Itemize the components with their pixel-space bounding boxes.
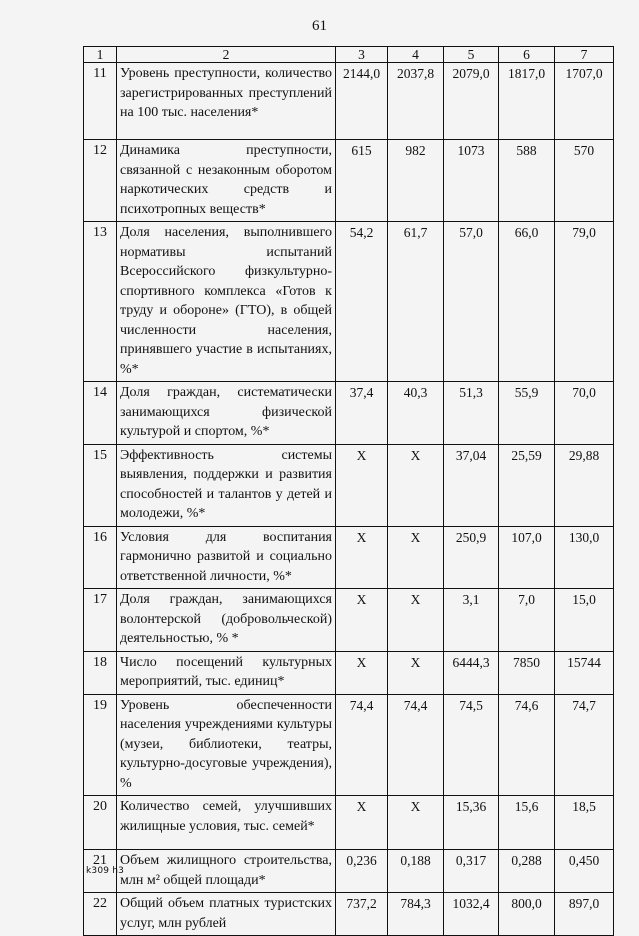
indicator-name-cell: Доля населения, выполнившего нормативы испытаний Всероссийского физкультурно-спортивного комплекса «Готов к труду и обороне» (ГТО), в общей численности населения, принявшего участие в испытаниях, %* (117, 222, 336, 382)
indicator-name-cell: Условия для воспитания гармонично развитой и социально ответственной личности, %* (117, 526, 336, 589)
row-number-cell: 11 (84, 63, 117, 140)
indicator-name-cell: Общий объем платных туристских услуг, млн рублей (117, 893, 336, 936)
value-cell: 37,4 (336, 382, 388, 445)
value-cell: 0,188 (388, 850, 444, 893)
value-cell: 897,0 (555, 893, 614, 936)
value-cell: 800,0 (499, 893, 555, 936)
value-cell: 25,59 (499, 444, 555, 526)
value-cell: 3,1 (444, 589, 499, 652)
indicator-name-cell: Уровень обеспеченности населения учреждениями культуры (музеи, библиотеки, театры, культурно-досуговые учреждения), % (117, 694, 336, 796)
value-cell: 79,0 (555, 222, 614, 382)
value-cell: 7850 (499, 651, 555, 694)
value-cell: 15,36 (444, 796, 499, 850)
header-cell: 4 (388, 47, 444, 63)
table-row (84, 444, 614, 526)
value-cell: X (336, 796, 388, 850)
indicator-name-cell: Динамика преступности, связанной с незаконным оборотом наркотических средств и психотропных веществ* (117, 140, 336, 222)
row-number-cell: 17 (84, 589, 117, 652)
header-cell: 1 (84, 47, 117, 63)
indicator-name-cell: Количество семей, улучшивших жилищные условия, тыс. семей* (117, 796, 336, 850)
indicator-name-cell: Уровень преступности, количество зарегистрированных преступлений на 100 тыс. населения* (117, 63, 336, 140)
value-cell: 51,3 (444, 382, 499, 445)
value-cell: 107,0 (499, 526, 555, 589)
value-cell: 74,4 (336, 694, 388, 796)
table-row (84, 140, 614, 222)
value-cell: X (336, 444, 388, 526)
page-number: 61 (312, 18, 327, 34)
value-cell: X (388, 589, 444, 652)
indicator-name-cell: Доля граждан, занимающихся волонтерской (добровольческой) деятельностью, % * (117, 589, 336, 652)
row-number-cell: 22 (84, 893, 117, 936)
value-cell: 615 (336, 140, 388, 222)
value-cell: X (388, 796, 444, 850)
value-cell: 40,3 (388, 382, 444, 445)
indicator-name-cell: Эффективность системы выявления, поддержки и развития способностей и талантов у детей и молодежи, %* (117, 444, 336, 526)
table-row (84, 382, 614, 445)
table-row (84, 589, 614, 652)
value-cell: 0,317 (444, 850, 499, 893)
value-cell: 588 (499, 140, 555, 222)
row-number-cell: 21 (84, 850, 117, 893)
indicator-name-cell: Доля граждан, систематически занимающихся физической культурой и спортом, %* (117, 382, 336, 445)
value-cell: 61,7 (388, 222, 444, 382)
value-cell: 250,9 (444, 526, 499, 589)
table-row (84, 893, 614, 936)
value-cell: 0,288 (499, 850, 555, 893)
value-cell: 74,7 (555, 694, 614, 796)
table-row (84, 850, 614, 893)
row-number-cell: 20 (84, 796, 117, 850)
indicator-name-cell: Объем жилищного строительства, млн м² общей площади* (117, 850, 336, 893)
value-cell: 54,2 (336, 222, 388, 382)
table-row (84, 63, 614, 140)
indicators-table (83, 46, 614, 936)
value-cell: 982 (388, 140, 444, 222)
value-cell: 1817,0 (499, 63, 555, 140)
value-cell: 1707,0 (555, 63, 614, 140)
value-cell: 784,3 (388, 893, 444, 936)
row-number-cell: 12 (84, 140, 117, 222)
value-cell: X (388, 444, 444, 526)
value-cell: X (388, 526, 444, 589)
row-number-cell: 18 (84, 651, 117, 694)
value-cell: 57,0 (444, 222, 499, 382)
table-row (84, 694, 614, 796)
value-cell: X (336, 589, 388, 652)
row-number-cell: 15 (84, 444, 117, 526)
header-cell: 5 (444, 47, 499, 63)
header-cell: 6 (499, 47, 555, 63)
value-cell: 29,88 (555, 444, 614, 526)
value-cell: 15,6 (499, 796, 555, 850)
value-cell: 6444,3 (444, 651, 499, 694)
header-cell: 7 (555, 47, 614, 63)
row-number-cell: 19 (84, 694, 117, 796)
table-row (84, 222, 614, 382)
value-cell: 70,0 (555, 382, 614, 445)
table-header-row (84, 47, 614, 63)
value-cell: 2037,8 (388, 63, 444, 140)
header-cell: 2 (117, 47, 336, 63)
table-row (84, 651, 614, 694)
value-cell: 55,9 (499, 382, 555, 445)
table-row (84, 526, 614, 589)
header-cell: 3 (336, 47, 388, 63)
value-cell: X (336, 651, 388, 694)
value-cell: 1073 (444, 140, 499, 222)
value-cell: X (336, 526, 388, 589)
value-cell: 130,0 (555, 526, 614, 589)
value-cell: 15,0 (555, 589, 614, 652)
row-number-cell: 16 (84, 526, 117, 589)
value-cell: 0,450 (555, 850, 614, 893)
value-cell: 2144,0 (336, 63, 388, 140)
value-cell: 74,6 (499, 694, 555, 796)
value-cell: 18,5 (555, 796, 614, 850)
value-cell: 2079,0 (444, 63, 499, 140)
value-cell: 74,4 (388, 694, 444, 796)
footer-code: k309 h3 (86, 866, 125, 876)
table-body (84, 47, 614, 936)
indicator-name-cell: Число посещений культурных мероприятий, тыс. единиц* (117, 651, 336, 694)
value-cell: 66,0 (499, 222, 555, 382)
table-row (84, 796, 614, 850)
value-cell: 7,0 (499, 589, 555, 652)
value-cell: 0,236 (336, 850, 388, 893)
row-number-cell: 13 (84, 222, 117, 382)
value-cell: 15744 (555, 651, 614, 694)
value-cell: 1032,4 (444, 893, 499, 936)
value-cell: 570 (555, 140, 614, 222)
value-cell: X (388, 651, 444, 694)
value-cell: 737,2 (336, 893, 388, 936)
row-number-cell: 14 (84, 382, 117, 445)
value-cell: 37,04 (444, 444, 499, 526)
value-cell: 74,5 (444, 694, 499, 796)
